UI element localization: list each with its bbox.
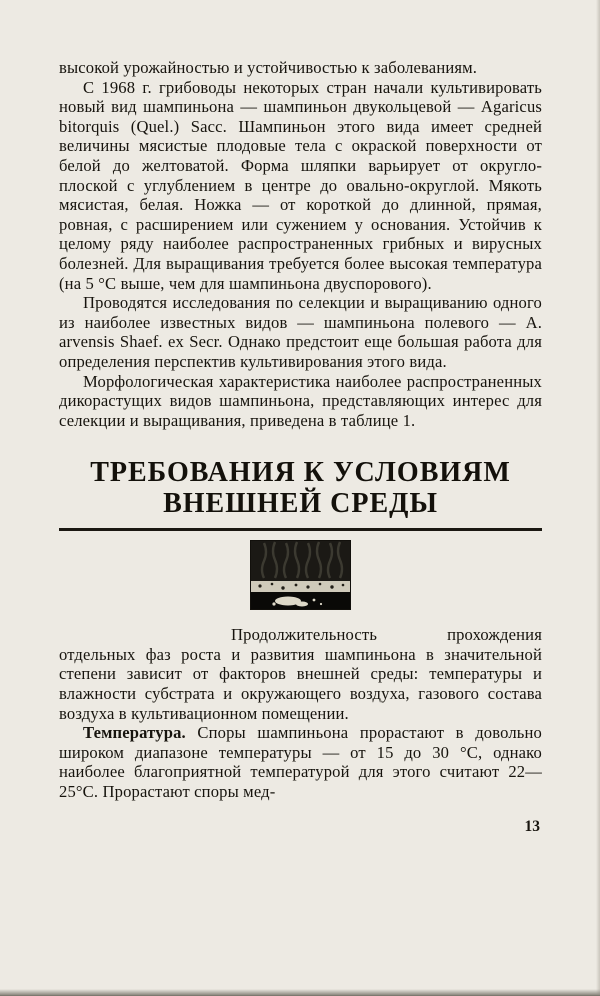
paragraph-temperature	[59, 723, 542, 801]
paragraph-continuation: высокой урожайностью и устойчивостью к заболеваниям.	[59, 58, 478, 77]
section-title-line2: ВНЕШНЕЙ СРЕДЫ	[163, 488, 438, 520]
book-page	[59, 58, 542, 836]
paragraph-growth-phases: Продолжительность прохождения отдельных фаз роста и развития шампиньона в значительной степени зависит от факторов внешней среды: температуры и влажности субстрата и окружающего воздуха, газового состава воздуха в культивационном помещении.	[59, 625, 542, 723]
paragraph-temperature-text: Споры шампиньона прорастают в довольно широком диапазоне температуры — от 15 до 30 °С, однако наиболее благоприятной температурой для этого считают 22—25°С. Прорастают споры мед-	[59, 723, 542, 802]
section-title	[59, 457, 542, 519]
mushrooms-woodcut-ornament-image	[250, 540, 351, 610]
scan-edge-bottom	[0, 989, 600, 996]
page-number: 13	[524, 817, 540, 835]
paragraph-temperature-lead: Температура.	[83, 723, 186, 743]
scan-edge-right	[596, 0, 600, 996]
title-divider-rule	[59, 528, 542, 531]
paragraph-morphology-table: Морфологическая характеристика наиболее распространенных дикорастущих видов шампиньона, представляющих интерес для селекции и выращивания, приведена в таблице 1.	[59, 371, 542, 430]
section-title-line1: ТРЕБОВАНИЯ К УСЛОВИЯМ	[90, 457, 511, 489]
paragraph-arvensis-research: Проводятся исследования по селекции и выращиванию одного из наиболее известных видов — шампиньона полевого — A. arvensis Shaef. ex Secr. Однако предстоит еще большая работа для определения перспектив культивирования этого вида.	[59, 293, 542, 371]
paragraph-agaricus-bitorquis: С 1968 г. грибоводы некоторых стран начали культивировать новый вид шампиньона — шампиньон двукольцевой — Agaricus bitorquis (Quel.) Sacc. Шампиньон этого вида имеет средней величины мясистые плодовые тела с окраской поверхности от белой до желтоватой. Форма шляпки варьирует от округло-плоской с углублением в центре до овально-округлой. Мякоть мясистая, белая. Ножка — от короткой до длинной, прямая, ровная, с расширением или сужением у основания. Устойчив к целому ряду наиболее распространенных грибных и вирусных болезней. Для выращивания требуется более высокая температура (на 5 °С выше, чем для шампиньона двуспорового).	[59, 77, 542, 293]
